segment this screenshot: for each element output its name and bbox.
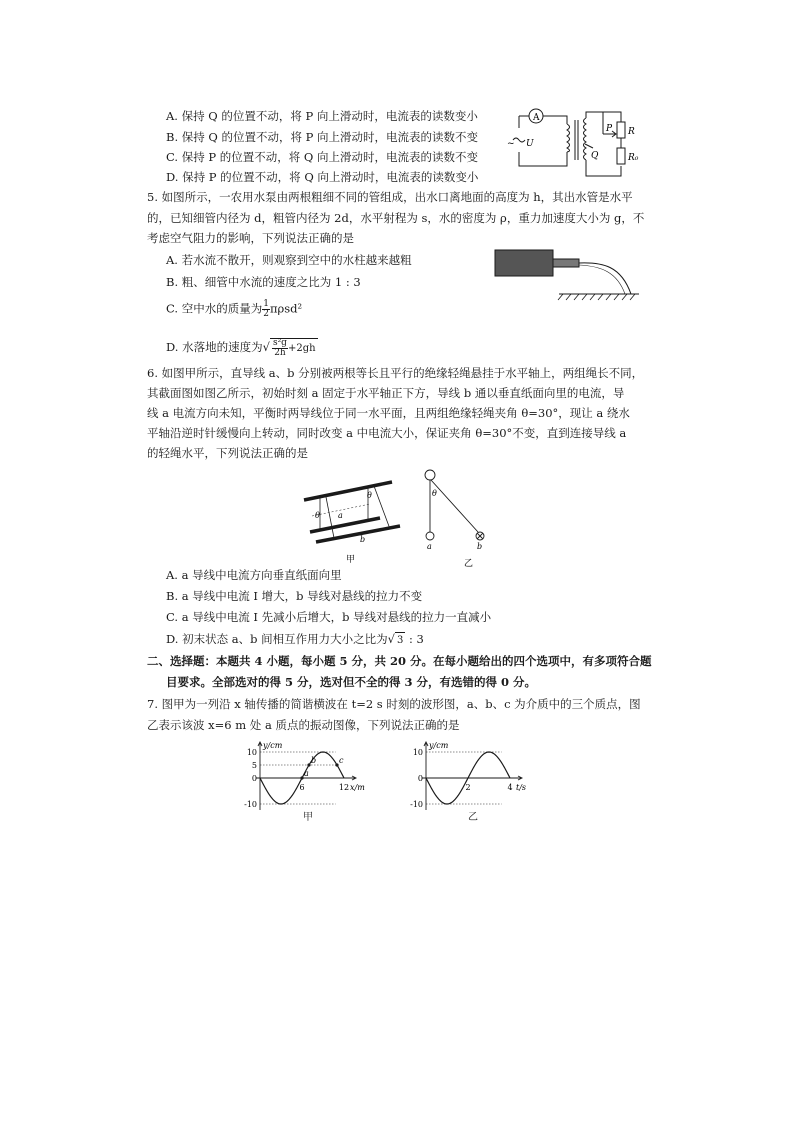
figure-label-jia: 甲	[346, 555, 356, 565]
fraction: $\frac{1}{2}$	[263, 299, 269, 319]
svg-text:θ: θ	[367, 491, 372, 500]
q6-stem-line2: 其截面图如图乙所示，初始时刻 a 固定于水平轴正下方，导线 b 通以垂直纸面向里的电流，导	[147, 386, 625, 400]
q7-figure-label-jia: 甲	[303, 812, 313, 823]
q7-figure-label-yi: 乙	[468, 812, 478, 823]
ammeter-label: A	[533, 113, 540, 123]
q7-stem-line1: 7. 图甲为一列沿 x 轴传播的简谐横波在 t=2 s 时刻的波形图，a、b、c 为介质中的三个质点，图	[147, 697, 641, 711]
q6-stem-line4: 平轴沿逆时针缓慢向上转动，同时改变 a 中电流大小，保证夹角 θ=30°不变，直到连接导线 a	[147, 426, 627, 440]
svg-text:a: a	[338, 511, 343, 520]
q5-option-d[interactable]: D. 水落地的速度为√ $\frac{\text{s²g}}{2h}$ +2gh	[166, 338, 316, 358]
q4-circuit-figure	[505, 104, 650, 186]
q4-option-d[interactable]: D. 保持 P 的位置不动，将 Q 向上滑动时，电流表的读数变小	[166, 170, 479, 184]
y-tick-label: 10	[246, 748, 257, 757]
point-label-b: b	[311, 756, 317, 765]
q5-pump-figure	[493, 244, 643, 312]
x-tick-label: 2	[465, 783, 471, 792]
q5-option-a[interactable]: A. 若水流不散开，则观察到空中的水柱越来越粗	[166, 253, 412, 267]
q6-stem-line5: 的轻绳水平，下列说法正确的是	[147, 446, 308, 460]
q4-option-c[interactable]: C. 保持 P 的位置不动，将 Q 向上滑动时，电流表的读数不变	[166, 150, 478, 164]
svg-text:θ: θ	[315, 511, 320, 520]
q6-stem-line1: 6. 如图甲所示，直导线 a、b 分别被两根等长且平行的绝缘轻绳悬挂于水平轴上，两组绳长不同，	[147, 366, 644, 380]
q6-option-d[interactable]: D. 初末状态 a、b 间相互作用力大小之比为√ 3 : 3	[166, 631, 424, 649]
svg-text:θ: θ	[432, 489, 437, 498]
q4-option-a[interactable]: A. 保持 Q 的位置不动，将 P 向上滑动时，电流表的读数变小	[166, 109, 478, 123]
q6-figure-jia	[298, 476, 408, 566]
q7-chart-jia	[222, 740, 372, 830]
q6-option-c[interactable]: C. a 导线中电流 I 先减小后增大，b 导线对悬线的拉力一直减小	[166, 610, 492, 624]
y-tick-label: 0	[417, 774, 423, 783]
q6-option-b[interactable]: B. a 导线中电流 I 增大，b 导线对悬线的拉力不变	[166, 589, 423, 603]
q7-stem-line2: 乙表示该波 x=6 m 处 a 质点的振动图像，下列说法正确的是	[147, 718, 460, 732]
figure-label-yi: 乙	[464, 559, 474, 569]
svg-text:~: ~	[507, 139, 515, 149]
y-axis-label: y/cm	[429, 741, 449, 750]
q7-chart-yi	[388, 740, 538, 830]
x-axis-label: t/s	[516, 783, 527, 792]
x-tick-label: 12	[338, 783, 350, 792]
resistor-r-label: R	[628, 127, 635, 137]
q6-option-a[interactable]: A. a 导线中电流方向垂直纸面向里	[166, 568, 342, 582]
section2-heading-line2: 目要求。全部选对的得 5 分，选对但不全的得 3 分，有选错的得 0 分。	[166, 675, 537, 689]
svg-text:b: b	[477, 542, 483, 551]
y-tick-label: -10	[410, 800, 423, 809]
y-tick-label: 10	[412, 748, 423, 757]
section2-heading-line1: 二、选择题：本题共 4 小题，每小题 5 分，共 20 分。在每小题给出的四个选项中，有多项符合题	[147, 654, 652, 668]
q6-stem-line3: 线 a 电流方向未知，平衡时两导线位于同一水平面，且两组绝缘轻绳夹角 θ=30°，现让 a 绕水	[147, 406, 630, 420]
sqrt-symbol: √	[262, 340, 270, 354]
x-axis-label: x/m	[350, 783, 365, 792]
q5-stem-line3: 考虑空气阻力的影响，下列说法正确的是	[147, 231, 354, 245]
q5-option-c[interactable]: C. 空中水的质量为 $\frac{1}{2}$ πρsd²	[166, 299, 303, 319]
x-tick-label: 6	[299, 783, 305, 792]
q5-option-b[interactable]: B. 粗、细管中水流的速度之比为 1 : 3	[166, 275, 361, 289]
resistor-r0-label: R₀	[628, 153, 639, 163]
svg-text:b: b	[360, 535, 366, 544]
source-label: U	[526, 139, 534, 149]
tap-q-label: Q	[591, 151, 599, 161]
y-tick-label: 5	[251, 761, 257, 770]
y-tick-label: -10	[244, 800, 257, 809]
q6-figure-yi	[418, 466, 508, 572]
y-tick-label: 0	[251, 774, 257, 783]
q5-stem-line2: 的，已知细管内径为 d，粗管内径为 2d，水平射程为 s，水的密度为 ρ，重力加速度大小为 g，不	[147, 211, 645, 225]
slider-p-label: P	[606, 124, 613, 134]
point-label-a: a	[304, 769, 309, 778]
point-label-c: c	[339, 756, 344, 765]
svg-text:a: a	[427, 542, 432, 551]
q4-option-b[interactable]: B. 保持 Q 的位置不动，将 P 向上滑动时，电流表的读数不变	[166, 130, 479, 144]
q5-stem-line1: 5. 如图所示，一农用水泵由两根粗细不同的管组成，出水口离地面的高度为 h，其出水管是水平	[147, 190, 633, 204]
x-tick-label: 4	[507, 783, 513, 792]
sqrt-symbol: √	[387, 632, 395, 646]
y-axis-label: y/cm	[263, 741, 283, 750]
